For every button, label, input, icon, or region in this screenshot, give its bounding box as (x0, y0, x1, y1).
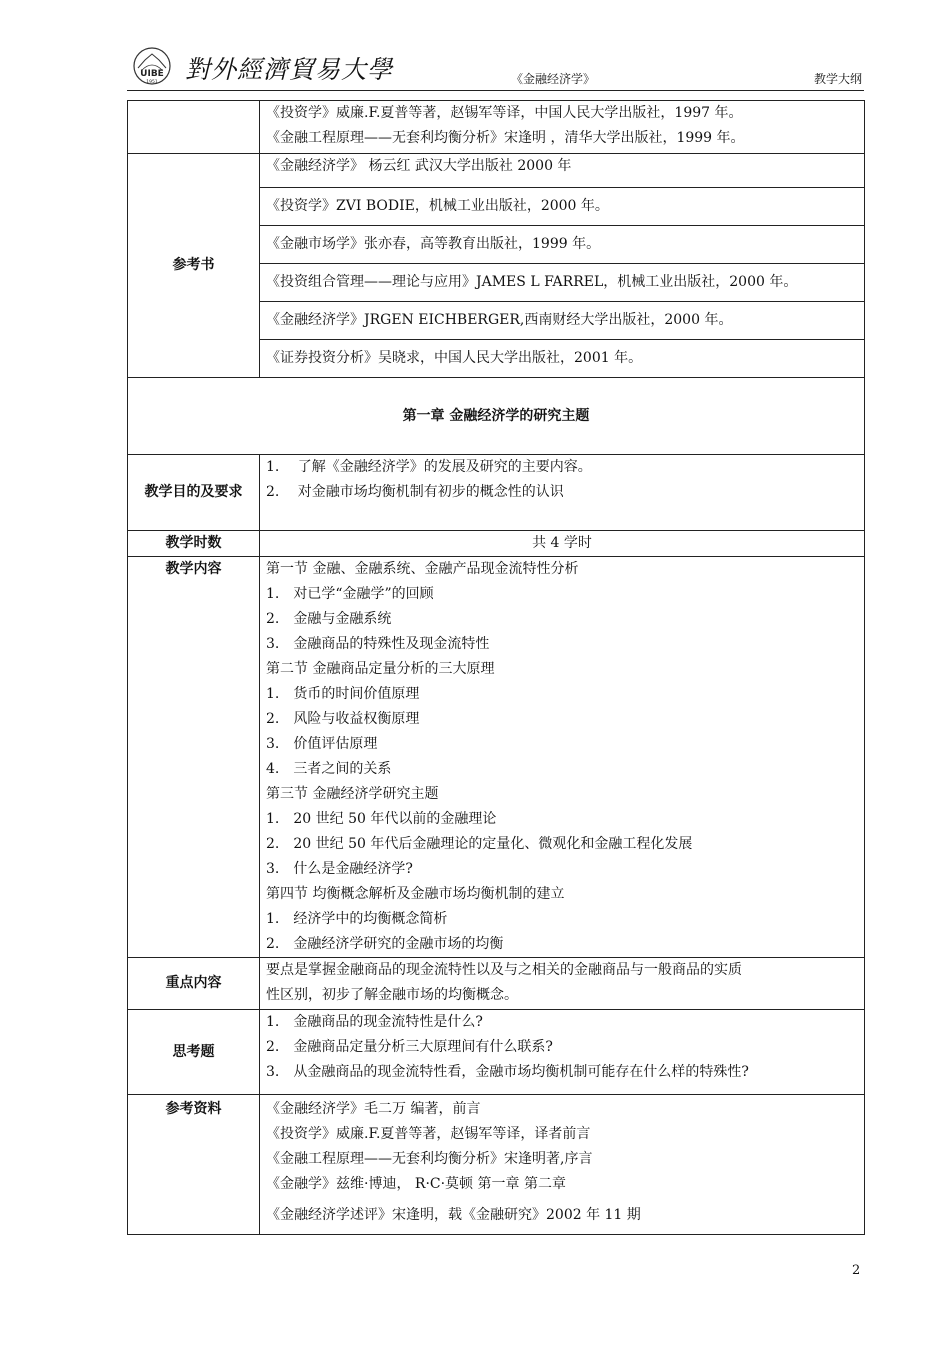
reference-book: 《金融经济学》 杨云红 武汉大学出版社 2000 年 (260, 154, 865, 188)
list-item: 1. 货币的时间价值原理 (266, 686, 420, 702)
course-title: 《金融经济学》 (511, 72, 596, 86)
list-item: 《投资学》威廉.F.夏普等著，赵锡军等译，译者前言 (266, 1126, 591, 1142)
list-item: 《金融经济学述评》宋逢明，载《金融研究》2002 年 11 期 (266, 1207, 641, 1223)
content-cell (260, 557, 865, 958)
seal-year: 1951 (146, 80, 158, 85)
list-item: 3. 从金融商品的现金流特性看，金融市场均衡机制可能存在什么样的特殊性? (266, 1064, 749, 1080)
reference-book: 《金融市场学》张亦春，高等教育出版社，1999 年。 (260, 226, 865, 264)
hours-value: 共 4 学时 (260, 531, 865, 557)
questions-label: 思考题 (128, 1010, 260, 1095)
list-item: 2. 20 世纪 50 年代后金融理论的定量化、微观化和金融工程化发展 (266, 836, 693, 852)
empty-label-cell (128, 101, 260, 154)
objectives-cell (260, 455, 865, 531)
list-item: 2. 金融与金融系统 (266, 611, 392, 627)
reference-books-label: 参考书 (128, 154, 260, 378)
table-row (128, 1010, 865, 1095)
list-item: 1. 经济学中的均衡概念简析 (266, 911, 448, 927)
table-row (128, 1095, 865, 1235)
list-item: 性区别，初步了解金融市场的均衡概念。 (266, 987, 518, 1003)
list-item: 第四节 均衡概念解析及金融市场均衡机制的建立 (266, 886, 565, 902)
seal-text: UIBE (140, 69, 164, 79)
table-row (128, 154, 865, 188)
list-item: 2. 金融经济学研究的金融市场的均衡 (266, 936, 504, 952)
page-number: 2 (852, 1263, 861, 1278)
references-label: 参考资料 (128, 1095, 260, 1235)
list-item: 《投资学》威廉.F.夏普等著，赵锡军等译，中国人民大学出版社，1997 年。 (266, 105, 743, 121)
content-label: 教学内容 (128, 557, 260, 958)
page-header (127, 40, 864, 91)
table-row (128, 531, 865, 557)
syllabus-table (127, 100, 865, 1235)
key-points-cell (260, 958, 865, 1010)
table-row (128, 378, 865, 455)
list-item: 3. 价值评估原理 (266, 736, 378, 752)
list-item: 1. 了解《金融经济学》的发展及研究的主要内容。 (266, 459, 592, 475)
list-item: 1. 20 世纪 50 年代以前的金融理论 (266, 811, 497, 827)
objectives-label: 教学目的及要求 (128, 455, 260, 531)
list-item: 3. 金融商品的特殊性及现金流特性 (266, 636, 490, 652)
document-type: 教学大纲 (813, 72, 862, 86)
list-item: 1. 金融商品的现金流特性是什么? (266, 1014, 483, 1030)
list-item: 第三节 金融经济学研究主题 (266, 786, 439, 802)
list-item: 《金融学》兹维·博迪， R·C·莫顿 第一章 第二章 (266, 1176, 566, 1192)
list-item: 第二节 金融商品定量分析的三大原理 (266, 661, 495, 677)
table-row (128, 958, 865, 1010)
chapter-title: 第一章 金融经济学的研究主题 (128, 378, 865, 455)
reference-book: 《金融经济学》JRGEN EICHBERGER,西南财经大学出版社，2000 年。 (260, 302, 865, 340)
list-item: 《金融经济学》毛二万 编著，前言 (266, 1101, 481, 1117)
university-seal-logo (132, 46, 172, 86)
list-item: 2. 对金融市场均衡机制有初步的概念性的认识 (266, 484, 564, 500)
list-item: 第一节 金融、金融系统、金融产品现金流特性分析 (266, 561, 579, 577)
questions-cell (260, 1010, 865, 1095)
list-item: 《金融工程原理——无套利均衡分析》宋逢明著,序言 (266, 1151, 593, 1167)
continued-references-cell (260, 101, 865, 154)
reference-book: 《投资学》ZVI BODIE，机械工业出版社，2000 年。 (260, 188, 865, 226)
university-name: 對外經濟貿易大學 (185, 55, 394, 84)
table-row (128, 557, 865, 958)
key-points-label: 重点内容 (128, 958, 260, 1010)
reference-book: 《投资组合管理——理论与应用》JAMES L FARREL，机械工业出版社，2000 年。 (260, 264, 865, 302)
list-item: 4. 三者之间的关系 (266, 761, 392, 777)
list-item: 要点是掌握金融商品的现金流特性以及与之相关的金融商品与一般商品的实质 (266, 962, 742, 978)
table-row (128, 455, 865, 531)
list-item: 2. 风险与收益权衡原理 (266, 711, 420, 727)
list-item: 3. 什么是金融经济学? (266, 861, 413, 877)
hours-label: 教学时数 (128, 531, 260, 557)
list-item: 2. 金融商品定量分析三大原理间有什么联系? (266, 1039, 553, 1055)
reference-book: 《证券投资分析》吴晓求，中国人民大学出版社，2001 年。 (260, 340, 865, 378)
table-row (128, 101, 865, 154)
list-item: 1. 对已学“金融学”的回顾 (266, 586, 434, 602)
references-cell (260, 1095, 865, 1235)
list-item: 《金融工程原理——无套利均衡分析》宋逢明 ，清华大学出版社，1999 年。 (266, 130, 745, 146)
